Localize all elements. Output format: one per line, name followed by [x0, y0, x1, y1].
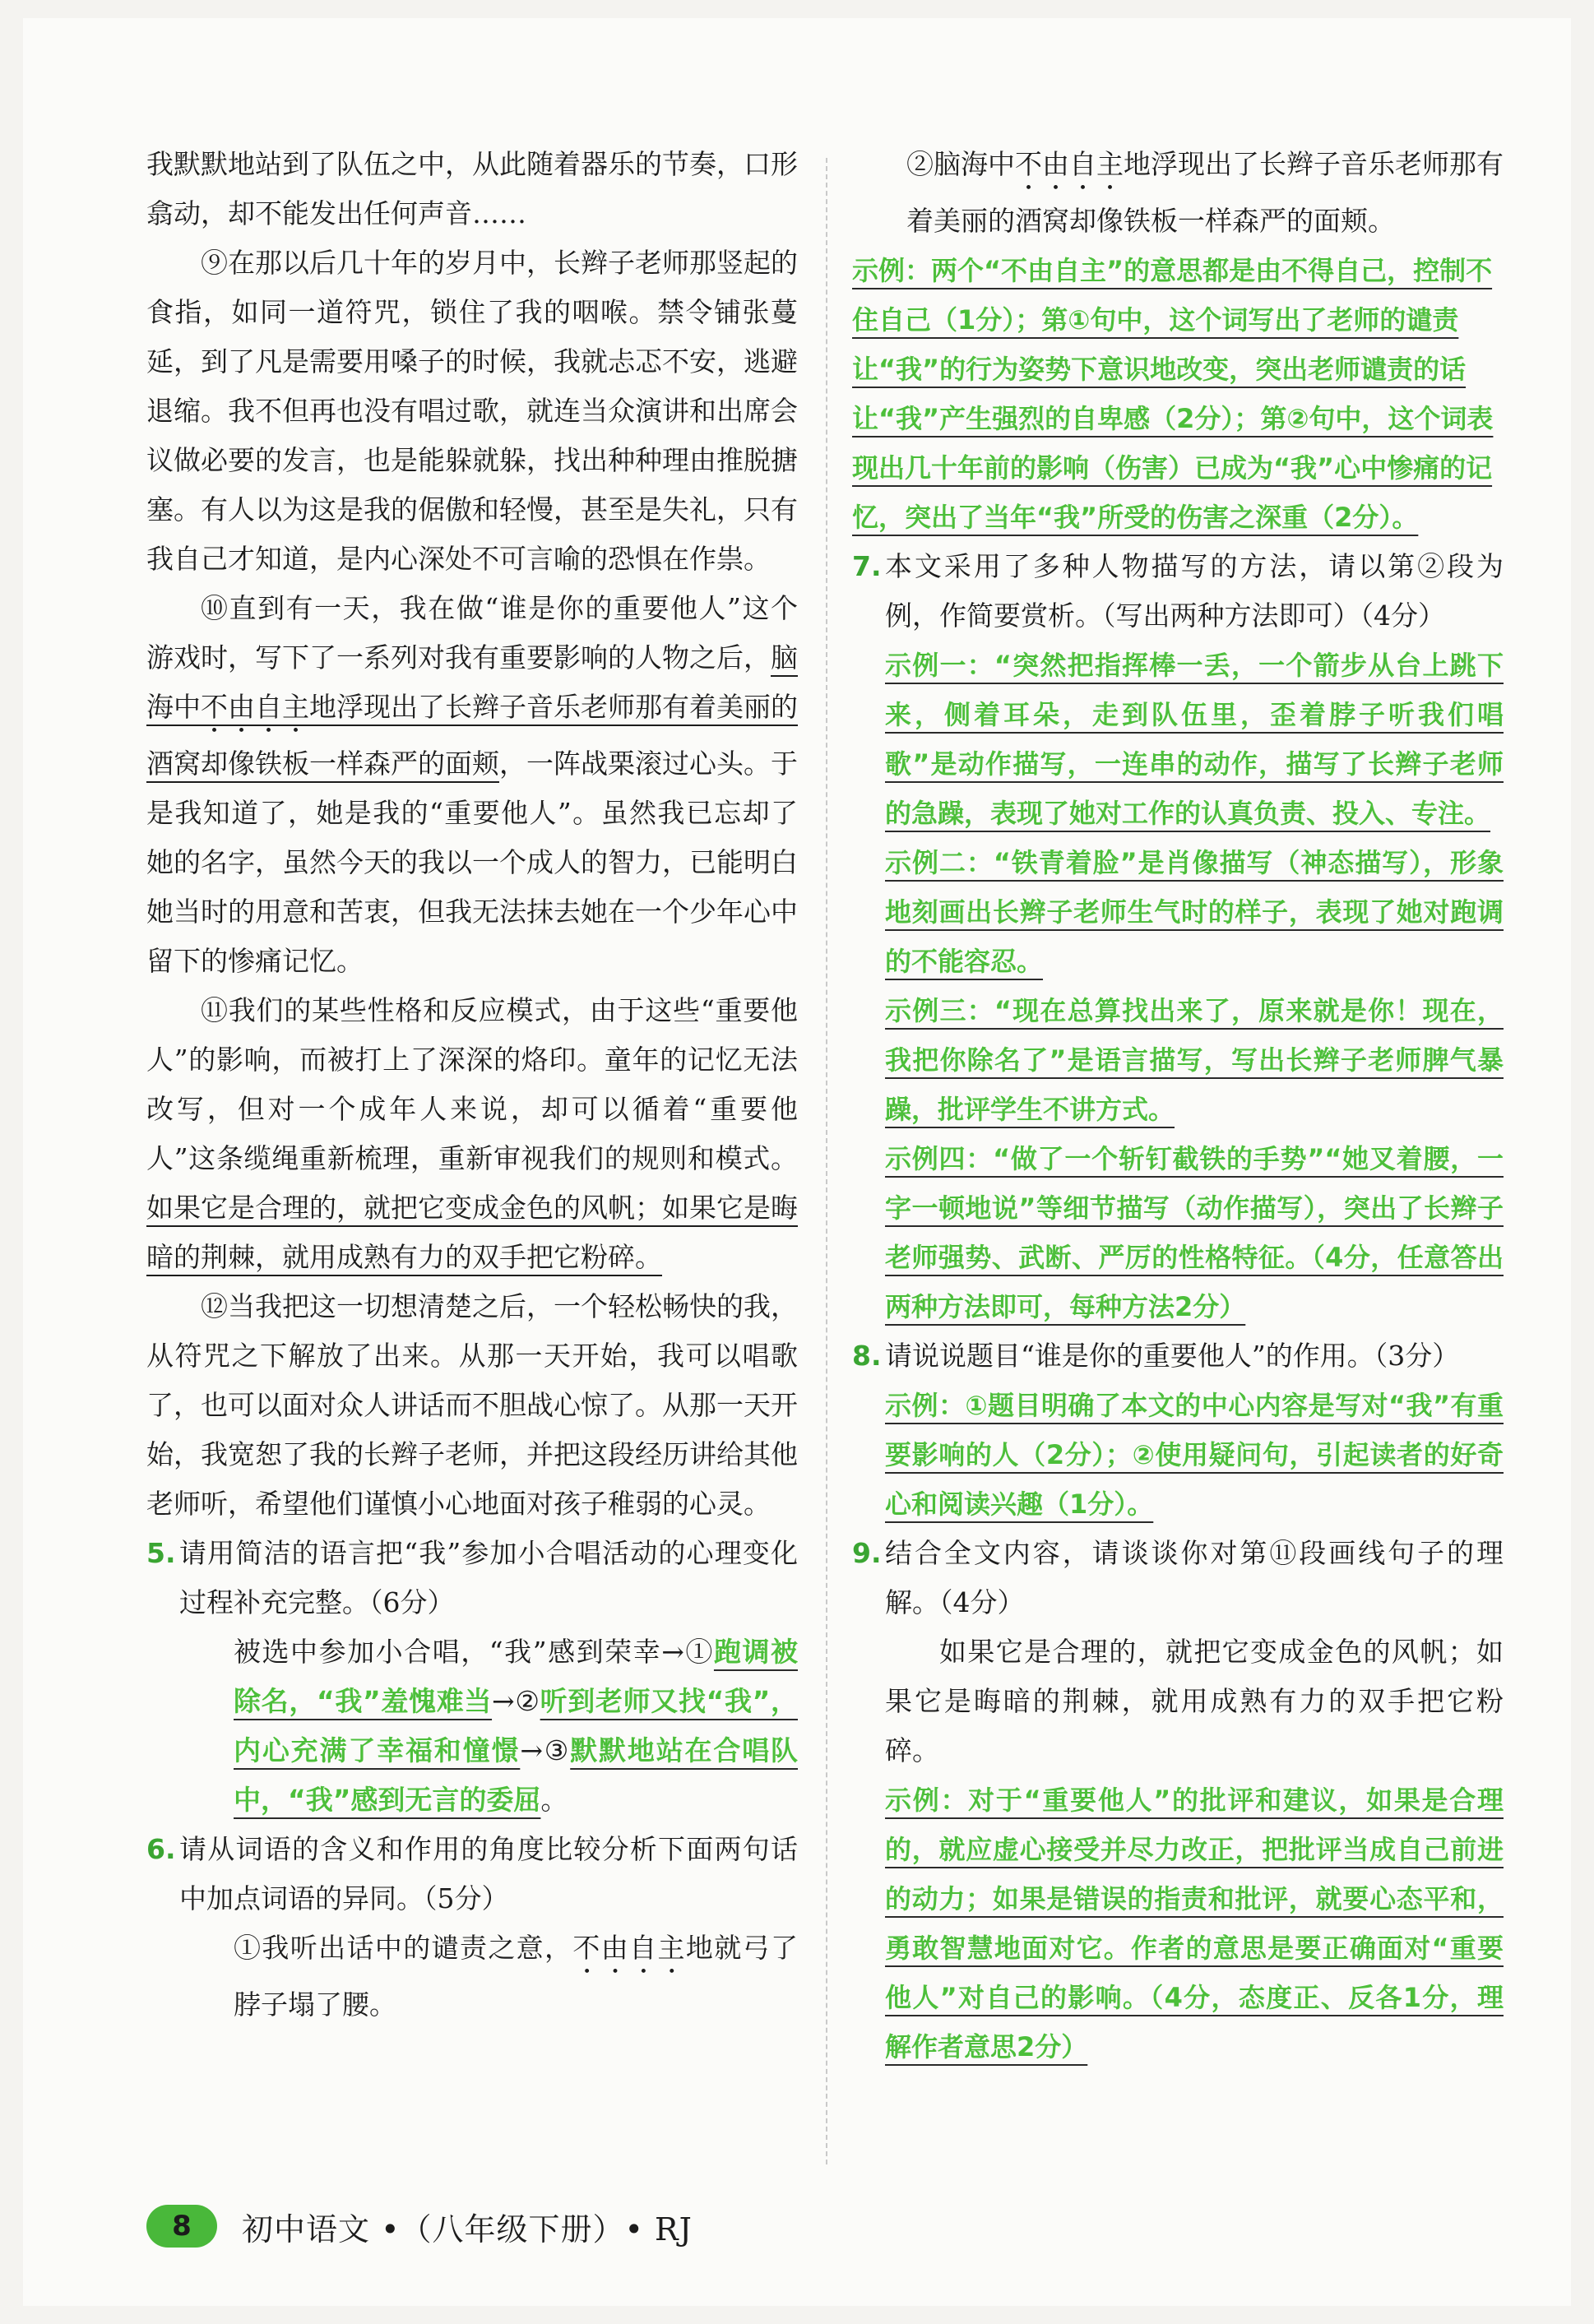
answer-text: 示例：两个“不由自主”的意思都是由不得自己，控制不住自己（1分）；第①句中，这个词写出了老师的谴责让“我”的行为姿势下意识地改变，突出老师谴责的话让“我”产生强烈的自卑感（2分）；第②句中，这个词表现出几十年前的影响（伤害）已成为“我”心中惨痛的记忆，突出了当年“我”所受的伤害之深重（2分）。 [852, 255, 1494, 533]
dotted-word: 不由自主 [572, 1932, 686, 1964]
answer-text: 示例三：“现在总算找出来了，原来就是你！现在，我把你除名了”是语言描写，写出长辫子老师脾气暴躁，批评学生不讲方式。 [885, 995, 1504, 1125]
fill-answer-2: 听到老师又找“我”，内心充满了幸福和憧憬 [234, 1685, 798, 1766]
paragraph-11-start: ⑪我们的某些性格和反应模式，由于这些“重要他人”的影响，而被打上了深深的烙印。童年的记忆无法改写，但对一个成年人来说，却可以循着“重要他人”这条缆绳重新梳理，重新审视我们的规则和模式。 [146, 994, 798, 1174]
question-number: 5. [146, 1537, 176, 1569]
question-6 [146, 1825, 798, 2030]
right-column [852, 140, 1504, 2072]
question-5 [146, 1529, 798, 1825]
fill-lead: 被选中参加小合唱，“我”感到荣幸→① [234, 1636, 714, 1668]
sentence-text: ①我听出话中的谴责之意， [234, 1932, 573, 1964]
answer-text: 示例一：“突然把指挥棒一丢，一个箭步从台上跳下来，侧着耳朵，走到队伍里，歪着脖子听我们唱歌”是动作描写，一连串的动作，描写了长辫子老师的急躁，表现了她对工作的认真负责、投入、专注。 [885, 650, 1504, 829]
answer-8 [885, 1381, 1504, 1529]
paragraph-10-start: ⑩直到有一天，我在做“谁是你的重要他人”这个游戏时，写下了一系列对我有重要影响的人物之后， [146, 592, 798, 674]
fill-answer-3: 默默地站在合唱队中，“我”感到无言的委屈 [234, 1734, 799, 1816]
paragraph-10 [146, 584, 798, 986]
paragraph-11-underlined: 如果它是合理的，就把它变成金色的风帆；如果它是晦暗的荆棘，就用成熟有力的双手把它粉碎。 [146, 1192, 798, 1273]
sentence-text-2: 地就弓了脖子塌了腰。 [234, 1932, 799, 2021]
answer-6 [852, 246, 1504, 542]
answer-text: 示例：①题目明确了本文的中心内容是写对“我”有重要影响的人（2分）；②使用疑问句，引起读者的好奇心和阅读兴趣（1分）。 [885, 1390, 1504, 1520]
question-number: 8. [852, 1340, 882, 1372]
page-number-badge: 8 [146, 2205, 217, 2248]
question-8 [852, 1331, 1504, 1529]
question-text: 请用简洁的语言把“我”参加小合唱活动的心理变化过程补充完整。（6分） [179, 1537, 798, 1618]
quoted-sentence: 如果它是合理的，就把它变成金色的风帆；如果它是晦暗的荆棘，就用成熟有力的双手把它粉碎。 [885, 1636, 1504, 1766]
question-9 [852, 1529, 1504, 2072]
book-title: 初中语文 •（八年级下册）• RJ [242, 2211, 693, 2248]
page [23, 18, 1571, 2306]
underlined-text: 脑海中 [146, 641, 798, 723]
answer-text: 示例二：“铁青着脸”是肖像描写（神态描写），形象地刻画出长辫子老师生气时的样子，表现了她对跑调的不能容忍。 [885, 847, 1504, 977]
answer-7-example-1 [885, 641, 1504, 838]
sentence-text: ②脑海中 [906, 148, 1015, 180]
question-number: 7. [852, 550, 882, 582]
answer-7-example-4 [885, 1134, 1504, 1331]
answer-9 [885, 1775, 1504, 2072]
answer-text: 示例：对于“重要他人”的批评和建议，如果是合理的，就应虚心接受并尽力改正，把批评当成自己前进的动力；如果是错误的指责和批评，就要心态平和，勇敢智慧地面对它。作者的意思是要正确面对“重要他人”对自己的影响。（4分，态度正、反各1分，理解作者意思2分） [885, 1785, 1504, 2062]
dotted-word: 不由自主 [201, 691, 309, 723]
answer-text: 示例四：“做了一个斩钉截铁的手势”“她叉着腰，一字一顿地说”等细节描写（动作描写），突出了长辫子老师强势、武断、严厉的性格特征。（4分，任意答出两种方法即可，每种方法2分） [885, 1143, 1504, 1322]
paragraph-11 [146, 986, 798, 1282]
arrow-3: →③ [520, 1734, 571, 1766]
question-number: 6. [146, 1833, 176, 1865]
question-text: 请从词语的含义和作用的角度比较分析下面两句话中加点词语的异同。（5分） [179, 1833, 798, 1914]
question-text: 本文采用了多种人物描写的方法，请以第②段为例，作简要赏析。（写出两种方法即可）（4分） [885, 550, 1504, 632]
question-text: 请说说题目“谁是你的重要他人”的作用。（3分） [885, 1340, 1460, 1372]
arrow-2: →② [492, 1685, 540, 1717]
page-footer [146, 2201, 693, 2251]
question-6-sentence-2 [852, 140, 1504, 246]
paragraph-9: ⑨在那以后几十年的岁月中，长辫子老师那竖起的食指，如同一道符咒，锁住了我的咽喉。禁令铺张蔓延，到了凡是需要用嗓子的时候，我就忐忑不安，逃避退缩。我不但再也没有唱过歌，就连当众演讲和出席会议做必要的发言，也是能躲就躲，找出种种理由推脱搪塞。有人以为这是我的倨傲和轻慢，甚至是失礼，只有我自己才知道，是内心深处不可言喻的恐惧在作祟。 [146, 247, 798, 575]
question-5-fill-line [179, 1627, 798, 1825]
question-7 [852, 542, 1504, 1331]
answer-7-example-3 [885, 986, 1504, 1134]
answer-7-example-2 [885, 838, 1504, 986]
underlined-text-2: 地浮现出了长辫子音乐老师那有着美丽的酒窝却像铁板一样森严的面颊 [146, 691, 798, 780]
paragraph-10-end: ，一阵战栗滚过心头。于是我知道了，她是我的“重要他人”。虽然我已忘却了她的名字，虽然今天的我以一个成人的智力，已能明白她当时的用意和苦衷，但我无法抹去她在一个少年心中留下的惨痛记忆。 [146, 748, 798, 977]
left-column [146, 140, 798, 2030]
sentence-text-2: 地浮现出了长辫子音乐老师那有着美丽的酒窝却像铁板一样森严的面颊。 [906, 148, 1504, 237]
dotted-word: 不由自主 [1015, 148, 1124, 180]
column-divider [826, 158, 827, 2164]
fill-answer-1: 跑调被除名，“我”羞愧难当 [234, 1636, 798, 1717]
question-6-sentence-1 [179, 1924, 798, 2030]
paragraph-intro: 我默默地站到了队伍之中，从此随着器乐的节奏，口形翕动，却不能发出任何声音…… [146, 148, 798, 229]
fill-end: 。 [540, 1784, 568, 1816]
paragraph-12: ⑫当我把这一切想清楚之后，一个轻松畅快的我，从符咒之下解放了出来。从那一天开始，我可以唱歌了，也可以面对众人讲话而不胆战心惊了。从那一天开始，我宽恕了我的长辫子老师，并把这段经历讲给其他老师听，希望他们谨慎小心地面对孩子稚弱的心灵。 [146, 1290, 798, 1520]
question-text: 结合全文内容，请谈谈你对第⑪段画线句子的理解。（4分） [885, 1537, 1504, 1618]
question-number: 9. [852, 1537, 882, 1569]
